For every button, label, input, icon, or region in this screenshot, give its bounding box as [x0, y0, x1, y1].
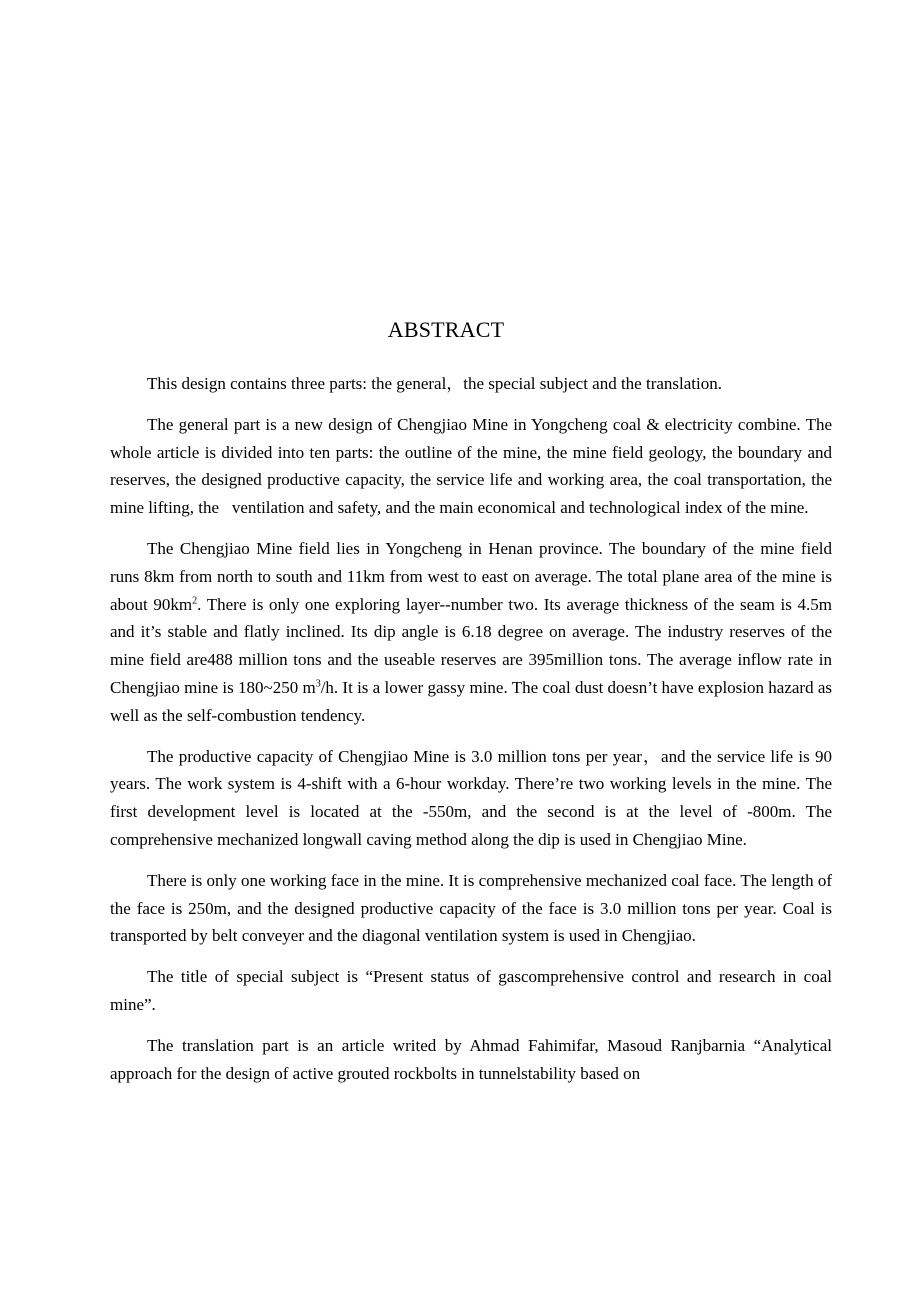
- paragraph-working-face: There is only one working face in the mine. It is comprehensive mechanized coal face. The length of the face is 250m, and the designed productive capacity of the face is 3.0 million tons per year. Coal is transported by belt conveyer and the diagonal ventilation system is used in Chengjiao.: [110, 870, 832, 946]
- abstract-body: [110, 370, 832, 1087]
- mine-field-text-2: . There is only one exploring layer--number two. Its average thickness of the seam is 4.5m and it’s stable and flatly inclined. Its dip angle is 6.18 degree on average. The industry reserves of the mine field are488 million tons and the useable reserves are 395million tons. The average inflow rate in Chengjiao mine is 180~250 m: [110, 594, 832, 697]
- paragraph-mine-field: [110, 535, 832, 730]
- volume-exponent: 3: [315, 678, 321, 690]
- area-exponent: 2: [192, 594, 198, 606]
- mine-field-text-1: The Chengjiao Mine field lies in Yongcheng in Henan province. The boundary of the mine field runs 8km from north to south and 11km from west to east on average. The total plane area of the mine is about 90km: [110, 538, 832, 614]
- paragraph-translation-part: The translation part is an article writed by Ahmad Fahimifar, Masoud Ranjbarnia “Analytical approach for the design of active grouted rockbolts in tunnelstability based on: [110, 1035, 832, 1083]
- paragraph-overview: This design contains three parts: the general，the special subject and the translation.: [147, 374, 722, 393]
- abstract-title: ABSTRACT: [387, 317, 505, 342]
- paragraph-special-subject: The title of special subject is “Present status of gascomprehensive control and research in coal mine”.: [110, 967, 832, 1014]
- mine-field-text-3: /h. It is a lower gassy mine. The coal dust doesn’t have explosion hazard as well as the self-combustion tendency.: [110, 677, 832, 725]
- paragraph-productive-capacity: The productive capacity of Chengjiao Mine is 3.0 million tons per year，and the service life is 90 years. The work system is 4-shift with a 6-hour workday. There’re two working levels in the mine. The first development level is located at the -550m, and the second is at the level of -800m. The comprehensive mechanized longwall caving method along the dip is used in Chengjiao Mine.: [110, 746, 832, 849]
- paragraph-general-part: The general part is a new design of Chengjiao Mine in Yongcheng coal & electricity combine. The whole article is divided into ten parts: the outline of the mine, the mine field geology, the boundary and reserves, the designed productive capacity, the service life and working area, the coal transportation, the mine lifting, the ventilation and safety, and the main economical and technological index of the mine.: [110, 414, 832, 518]
